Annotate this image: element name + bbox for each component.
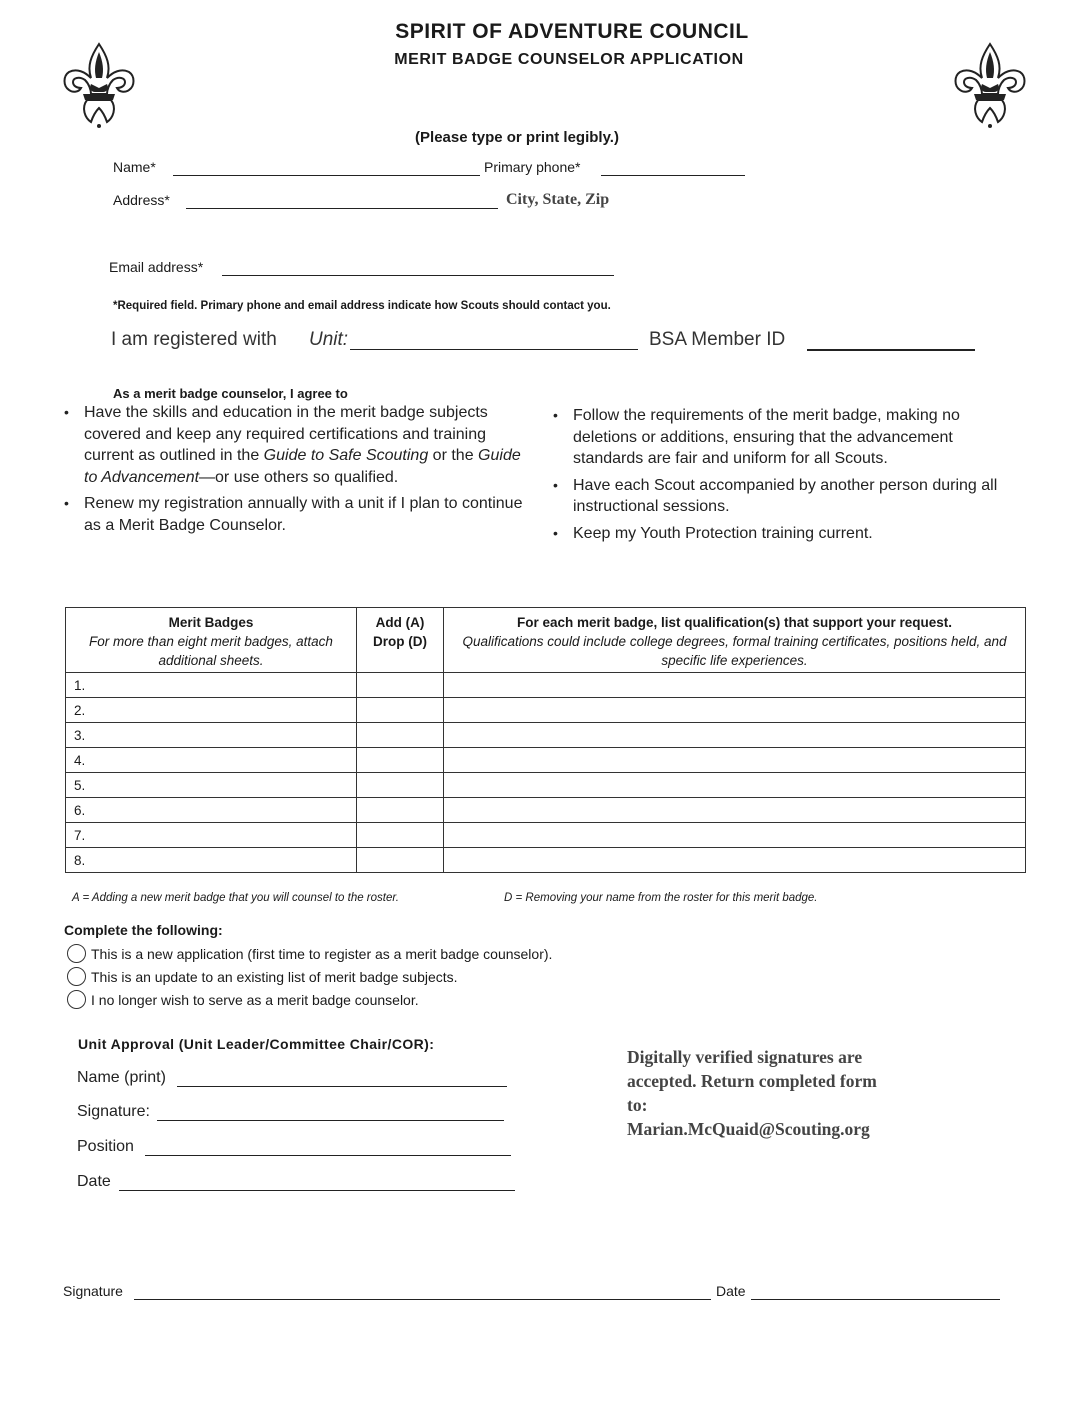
row-number[interactable]: 7. (66, 823, 357, 848)
row-number[interactable]: 2. (66, 698, 357, 723)
column-header-add-drop: Add (A) Drop (D) (357, 608, 444, 673)
address-label: Address* (113, 192, 170, 208)
applicant-signature-label: Signature (63, 1283, 123, 1299)
city-state-zip-label: City, State, Zip (506, 191, 610, 208)
name-label: Name* (113, 159, 156, 175)
unit-label: Unit: (309, 329, 349, 350)
approval-name-field[interactable] (177, 1068, 507, 1087)
table-row (66, 698, 1026, 723)
table-row (66, 723, 1026, 748)
member-id-label: BSA Member ID (649, 329, 786, 350)
fleur-de-lis-icon (61, 42, 137, 130)
add-drop-cell[interactable] (357, 848, 444, 873)
add-drop-cell[interactable] (357, 698, 444, 723)
agreement-item: • Keep my Youth Protection training current. (553, 523, 1013, 545)
qualification-cell[interactable] (444, 773, 1026, 798)
row-number[interactable]: 3. (66, 723, 357, 748)
applicant-date-field[interactable] (751, 1281, 1000, 1300)
qualification-cell[interactable] (444, 798, 1026, 823)
return-email: Marian.McQuaid@Scouting.org (627, 1119, 870, 1139)
drop-legend: D = Removing your name from the roster for this merit badge. (504, 892, 818, 904)
qualification-cell[interactable] (444, 698, 1026, 723)
qualification-cell[interactable] (444, 848, 1026, 873)
qualification-cell[interactable] (444, 723, 1026, 748)
row-number[interactable]: 4. (66, 748, 357, 773)
option-new-application[interactable]: This is a new application (first time to register as a merit badge counselor). (67, 944, 552, 963)
unit-field[interactable] (350, 328, 638, 350)
agreement-item: • Renew my registration annually with a unit if I plan to continue as a Merit Badge Counselor. (64, 493, 524, 536)
table-row (66, 823, 1026, 848)
unit-approval-heading: Unit Approval (Unit Leader/Committee Chair/COR): (78, 1036, 435, 1052)
option-update-list[interactable]: This is an update to an existing list of merit badge subjects. (67, 967, 458, 986)
print-instructions: (Please type or print legibly.) (415, 129, 619, 146)
fleur-de-lis-icon (952, 42, 1028, 130)
add-drop-cell[interactable] (357, 723, 444, 748)
registration-prefix: I am registered with (111, 329, 277, 350)
column-header-merit-badges: Merit Badges For more than eight merit badges, attach additional sheets. (66, 608, 357, 673)
phone-field[interactable] (601, 157, 745, 176)
column-header-qualifications: For each merit badge, list qualification(s) that support your request. Qualifications could include college degrees, formal training certificates, positions held, and specific life experiences. (444, 608, 1026, 673)
council-title: SPIRIT OF ADVENTURE COUNCIL (395, 20, 749, 43)
qualification-cell[interactable] (444, 673, 1026, 698)
merit-badge-table (65, 607, 1026, 873)
table-row (66, 848, 1026, 873)
add-drop-cell[interactable] (357, 798, 444, 823)
agreement-list-right (553, 405, 1013, 549)
approval-position-field[interactable] (145, 1137, 511, 1156)
approval-position-label: Position (77, 1138, 134, 1155)
radio-button[interactable] (67, 990, 86, 1009)
approval-date-field[interactable] (119, 1172, 515, 1191)
approval-date-label: Date (77, 1173, 111, 1190)
add-drop-cell[interactable] (357, 773, 444, 798)
approval-name-label: Name (print) (77, 1069, 166, 1086)
form-title: MERIT BADGE COUNSELOR APPLICATION (394, 51, 744, 68)
qualification-cell[interactable] (444, 748, 1026, 773)
agreement-heading: As a merit badge counselor, I agree to (113, 386, 348, 401)
add-drop-cell[interactable] (357, 748, 444, 773)
agreement-item: • Have the skills and education in the merit badge subjects covered and keep any required certifications and training current as outlined in the Guide to Safe Scouting or the Guide to Advancement—or use others so qualified. (64, 402, 524, 488)
row-number[interactable]: 1. (66, 673, 357, 698)
table-row (66, 748, 1026, 773)
member-id-field[interactable] (807, 328, 975, 351)
agreement-item: • Follow the requirements of the merit badge, making no deletions or additions, ensuring that the advancement standards are fair and uniform for all Scouts. (553, 405, 1013, 470)
radio-button[interactable] (67, 944, 86, 963)
qualification-cell[interactable] (444, 823, 1026, 848)
table-row (66, 673, 1026, 698)
add-drop-cell[interactable] (357, 673, 444, 698)
applicant-date-label: Date (716, 1283, 746, 1299)
radio-button[interactable] (67, 967, 86, 986)
applicant-signature-field[interactable] (134, 1281, 711, 1300)
return-instructions: Digitally verified signatures are accepted. Return completed form to: Marian.McQuaid@Scouting.org (627, 1045, 927, 1141)
table-row (66, 773, 1026, 798)
option-withdraw[interactable]: I no longer wish to serve as a merit badge counselor. (67, 990, 419, 1009)
add-legend: A = Adding a new merit badge that you will counsel to the roster. (72, 892, 399, 904)
phone-label: Primary phone* (484, 159, 581, 175)
table-row (66, 798, 1026, 823)
required-note: *Required field. Primary phone and email address indicate how Scouts should contact you. (113, 300, 611, 312)
approval-signature-label: Signature: (77, 1103, 150, 1120)
complete-heading: Complete the following: (64, 922, 223, 938)
email-label: Email address* (109, 259, 204, 275)
row-number[interactable]: 8. (66, 848, 357, 873)
approval-signature-field[interactable] (157, 1102, 504, 1121)
address-field[interactable] (186, 190, 498, 209)
add-drop-cell[interactable] (357, 823, 444, 848)
email-field[interactable] (222, 257, 614, 276)
row-number[interactable]: 6. (66, 798, 357, 823)
agreement-item: • Have each Scout accompanied by another person during all instructional sessions. (553, 475, 1013, 518)
row-number[interactable]: 5. (66, 773, 357, 798)
name-field[interactable] (173, 157, 480, 176)
agreement-list-left (64, 402, 524, 541)
